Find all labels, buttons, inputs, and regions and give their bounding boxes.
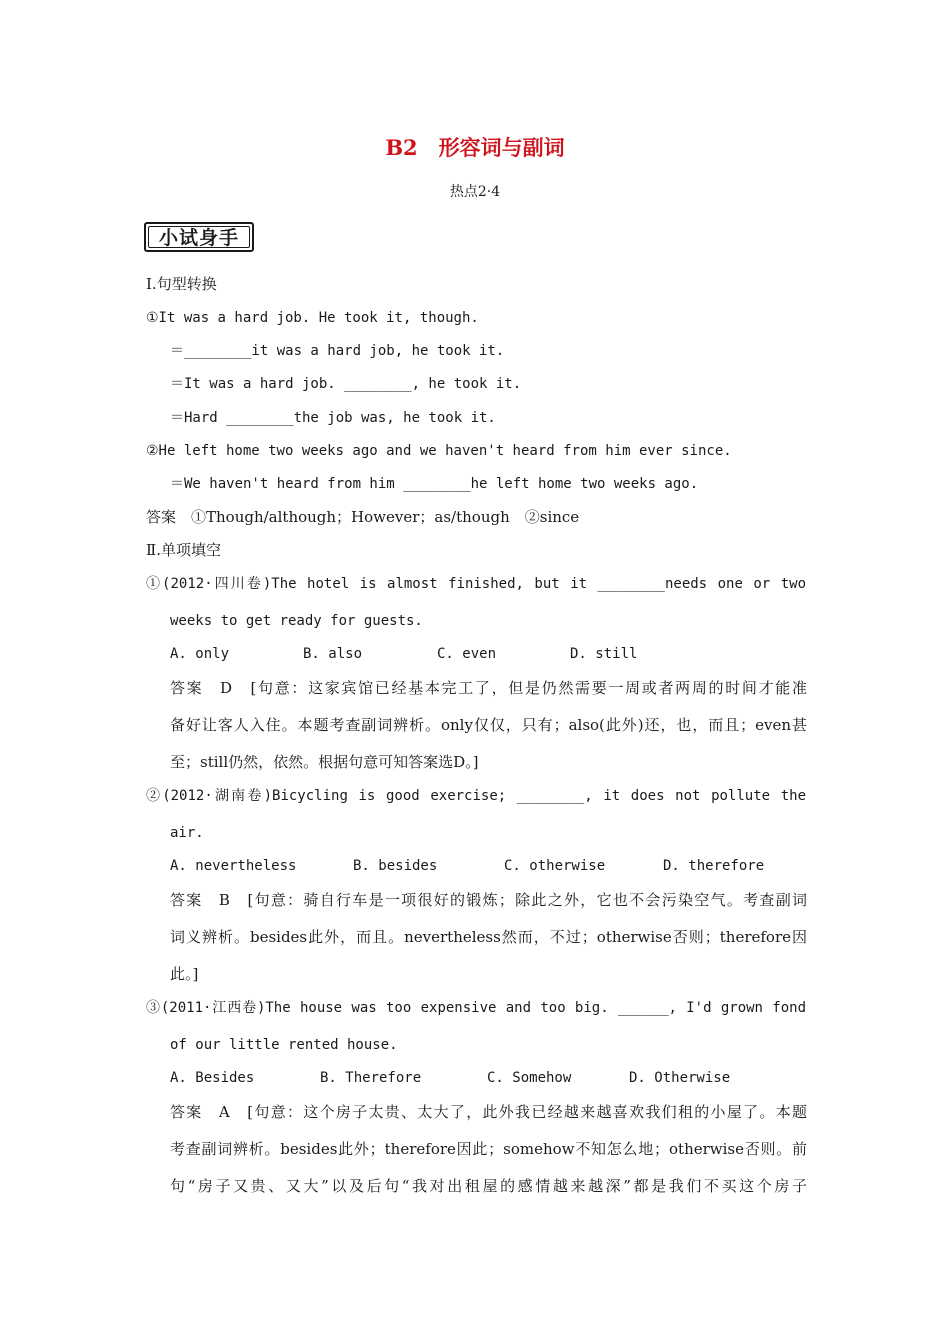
mc2-answer-line3: 此。] xyxy=(170,965,199,983)
q2-line1: ②He left home two weeks ago and we haven't heard from him ever since. xyxy=(146,443,732,459)
mc2-answer-line1: 答案 B [句意：骑自行车是一项很好的锻炼；除此之外，它也不会污染空气。考查副词 xyxy=(170,891,807,909)
mc3-answer-line3: 句“房子又贵、又大”以及后句“我对出租屋的感情越来越深”都是我们不买这个房子 xyxy=(170,1177,807,1195)
section-badge-label: 小试身手 xyxy=(148,226,250,248)
mc2-option-d: D. therefore xyxy=(663,858,765,874)
mc2-option-c: C. otherwise xyxy=(504,858,606,874)
section2-heading: Ⅱ.单项填空 xyxy=(146,541,221,559)
mc3-line1: ③(2011·江西卷)The house was too expensive and too big. ______, I'd grown fond xyxy=(146,1000,806,1016)
mc1-answer-line2: 备好让客人入住。本题考查副词辨析。only仅仅，只有；also(此外)还，也，而且；even甚 xyxy=(170,716,807,734)
q2-line2: ＝We haven't heard from him ________he left home two weeks ago. xyxy=(170,476,699,492)
mc3-line2: of our little rented house. xyxy=(170,1037,398,1053)
q1-line4: ＝Hard ________the job was, he took it. xyxy=(170,410,496,426)
mc1-line1: ①(2012·四川卷)The hotel is almost finished, but it ________needs one or two xyxy=(146,576,806,592)
mc2-line1: ②(2012·湖南卷)Bicycling is good exercise; ________, it does not pollute the xyxy=(146,788,806,804)
mc1-option-b: B. also xyxy=(303,646,363,662)
mc1-line2: weeks to get ready for guests. xyxy=(170,613,423,629)
mc1-option-d: D. still xyxy=(570,646,638,662)
mc2-answer-line2: 词义辨析。besides此外，而且。nevertheless然而，不过；otherwise否则；therefore因 xyxy=(170,928,807,946)
mc3-option-d: D. Otherwise xyxy=(629,1070,731,1086)
mc2-option-a: A. nevertheless xyxy=(170,858,297,874)
mc1-option-a: A. only xyxy=(170,646,230,662)
q1-line3: ＝It was a hard job. ________, he took it. xyxy=(170,376,522,392)
section1-answer: 答案 ①Though/although；However；as/though ②since xyxy=(146,508,580,526)
mc1-option-c: C. even xyxy=(437,646,497,662)
mc3-option-a: A. Besides xyxy=(170,1070,255,1086)
mc3-answer-line2: 考查副词辨析。besides此外；therefore因此；somehow不知怎么地；otherwise否则。前 xyxy=(170,1140,807,1158)
page-title: B2 形容词与副词 xyxy=(385,135,565,160)
section1-heading: Ⅰ.句型转换 xyxy=(146,275,217,293)
mc3-option-b: B. Therefore xyxy=(320,1070,422,1086)
mc3-answer-line1: 答案 A [句意：这个房子太贵、太大了，此外我已经越来越喜欢我们租的小屋了。本题 xyxy=(170,1103,807,1121)
section-badge xyxy=(144,222,254,252)
q1-line1: ①It was a hard job. He took it, though. xyxy=(146,310,479,326)
mc2-option-b: B. besides xyxy=(353,858,438,874)
mc2-line2: air. xyxy=(170,825,204,841)
mc1-answer-line3: 至；still仍然，依然。根据句意可知答案选D。] xyxy=(170,753,479,771)
mc3-option-c: C. Somehow xyxy=(487,1070,572,1086)
q1-line2: ＝________it was a hard job, he took it. xyxy=(170,343,505,359)
page-subtitle: 热点2·4 xyxy=(449,184,501,200)
mc1-answer-line1: 答案 D [句意：这家宾馆已经基本完工了，但是仍然需要一周或者两周的时间才能准 xyxy=(170,679,807,697)
